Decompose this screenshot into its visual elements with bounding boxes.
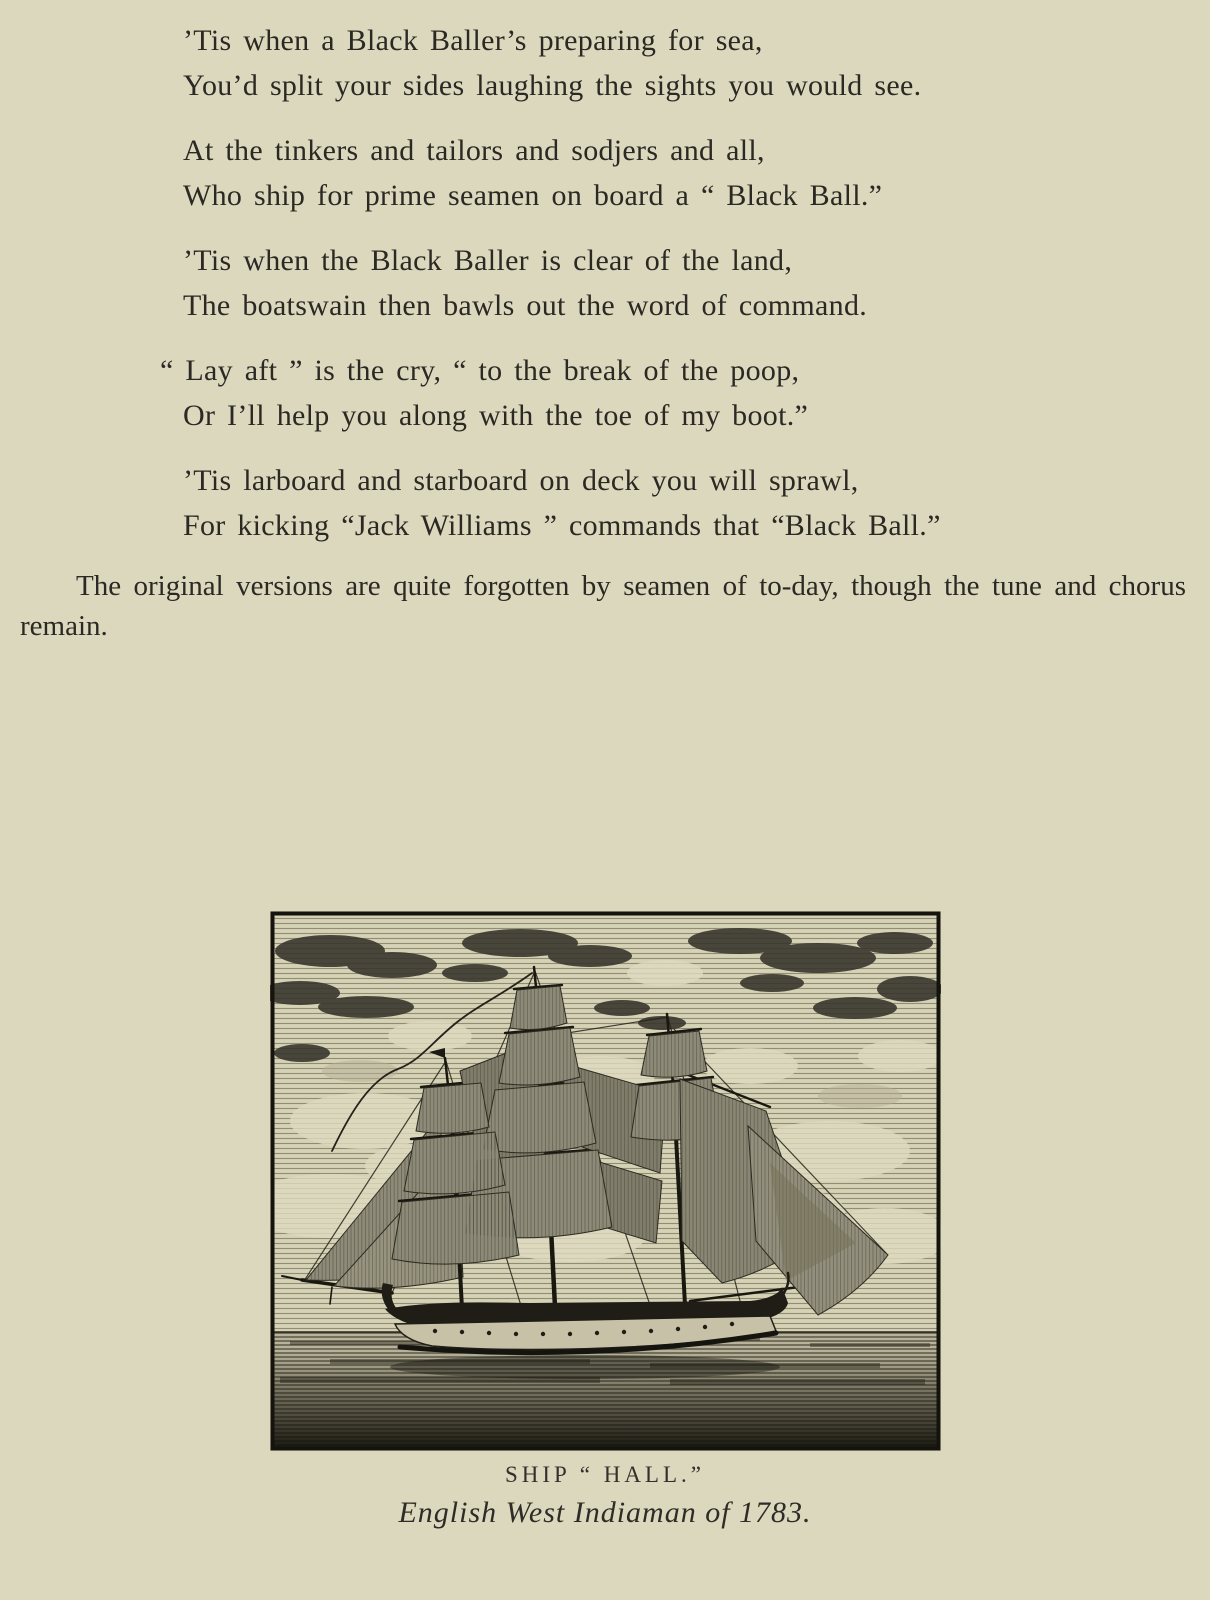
poem-line: At the tinkers and tailors and sodjers and all,	[183, 134, 765, 167]
ship-engraving	[270, 911, 941, 1451]
poem-line: ’Tis when the Black Baller is clear of the land,	[183, 244, 793, 277]
poem-line: For kicking “Jack Williams ” commands that “Black Ball.”	[183, 509, 941, 542]
poem-line: ’Tis when a Black Baller’s preparing for sea,	[183, 24, 763, 57]
poem-line: “ Lay aft ” is the cry, “ to the break of the poop,	[160, 354, 800, 387]
poem-stanza	[183, 128, 941, 218]
poem-line: You’d split your sides laughing the sights you would see.	[183, 69, 922, 102]
figure-caption-subtitle: English West Indiaman of 1783.	[398, 1496, 812, 1529]
poem-line: The boatswain then bawls out the word of command.	[183, 289, 868, 322]
ship-figure	[270, 911, 941, 1451]
poem-stanza	[160, 348, 941, 438]
poem-line: Or I’ll help you along with the toe of my boot.”	[183, 399, 809, 432]
figure-caption-title: SHIP “ HALL.”	[505, 1462, 705, 1487]
poem-stanza	[183, 458, 941, 548]
poem-line: ’Tis larboard and starboard on deck you will sprawl,	[183, 464, 859, 497]
poem-stanza	[183, 18, 941, 108]
prose-note: The original versions are quite forgotten by seamen of to-day, though the tune and chorus remain.	[20, 570, 1186, 642]
poem-line: Who ship for prime seamen on board a “ Black Ball.”	[183, 179, 883, 212]
poem-stanza	[183, 238, 941, 328]
poem	[160, 18, 941, 568]
